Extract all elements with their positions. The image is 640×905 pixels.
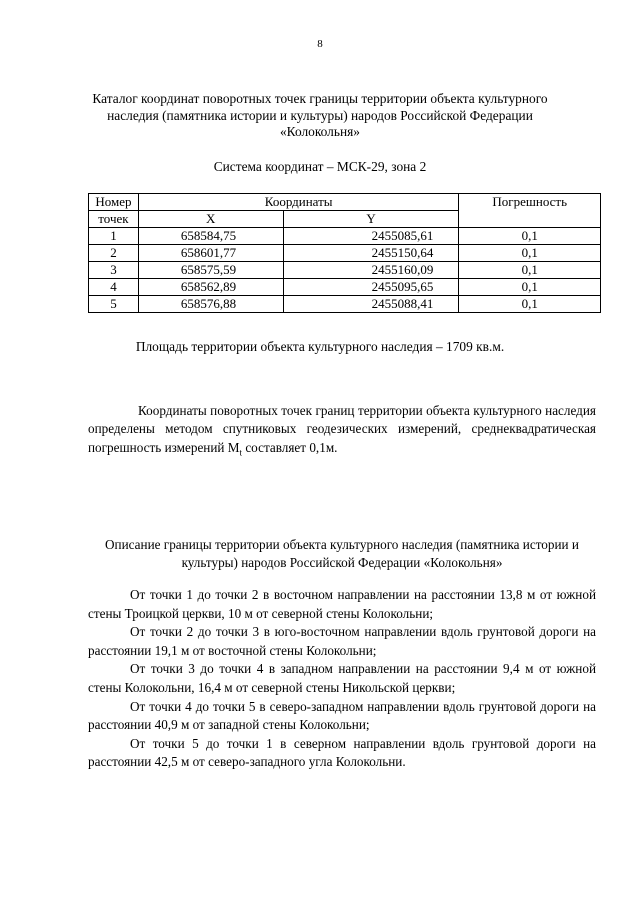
header-y: Y xyxy=(283,211,459,228)
method-paragraph xyxy=(88,402,596,462)
point-number: 4 xyxy=(89,279,139,296)
header-x: X xyxy=(138,211,283,228)
point-number: 2 xyxy=(89,245,139,262)
coord-y: 2455160,09 xyxy=(283,262,459,279)
coord-x: 658575,59 xyxy=(138,262,283,279)
error-value: 0,1 xyxy=(459,279,601,296)
header-coordinates: Координаты xyxy=(138,194,459,211)
table-row xyxy=(89,279,601,296)
description-paragraph: От точки 3 до точки 4 в западном направлении на расстоянии 9,4 м от южной стены Колокольни, 16,4 м от северной стены Никольской церкви; xyxy=(88,661,596,695)
coordinate-system: Система координат – МСК-29, зона 2 xyxy=(213,159,427,174)
header-error: Погрешность xyxy=(459,194,601,228)
description-paragraph: От точки 1 до точки 2 в восточном направлении на расстоянии 13,8 м от южной стены Троицкой церкви, 10 м от северной стены Колокольни; xyxy=(88,587,596,621)
method-text: Координаты поворотных точек границ территории объекта культурного наследия определены методом спутниковых геодезических измерений, среднеквадратическая погрешность измерений M xyxy=(88,403,596,455)
coord-x: 658576,88 xyxy=(138,296,283,313)
error-value: 0,1 xyxy=(459,245,601,262)
description-title: Описание границы территории объекта культурного наследия (памятника истории и культуры) народов Российской Федерации «Колокольня» xyxy=(105,537,579,570)
point-number: 3 xyxy=(89,262,139,279)
coord-y: 2455088,41 xyxy=(283,296,459,313)
description-paragraph: От точки 4 до точки 5 в северо-западном направлении вдоль грунтовой дороги на расстоянии 40,9 м от западной стены Колокольни; xyxy=(88,698,596,733)
coord-y: 2455095,65 xyxy=(283,279,459,296)
error-value: 0,1 xyxy=(459,228,601,245)
method-subscript: t xyxy=(239,447,243,458)
coord-y: 2455085,61 xyxy=(283,228,459,245)
table-row xyxy=(89,262,601,279)
coord-x: 658562,89 xyxy=(138,279,283,296)
page-number: 8 xyxy=(317,38,323,50)
description-paragraph: От точки 5 до точки 1 в северном направлении вдоль грунтовой дороги на расстоянии 42,5 м от северо-западного угла Колокольни. xyxy=(88,735,596,770)
catalog-title: Каталог координат поворотных точек границы территории объекта культурного наследия (памятника истории и культуры) народов Российской Федерации «Колокольня» xyxy=(92,91,548,139)
coord-x: 658601,77 xyxy=(138,245,283,262)
method-text-end: составляет 0,1м. xyxy=(242,439,338,455)
coord-y: 2455150,64 xyxy=(283,245,459,262)
table-row xyxy=(89,245,601,262)
header-number-line1: Номер xyxy=(89,194,139,211)
coord-x: 658584,75 xyxy=(138,228,283,245)
coordinates-table xyxy=(88,193,601,313)
area-text: Площадь территории объекта культурного наследия – 1709 кв.м. xyxy=(135,339,505,354)
table-row xyxy=(89,296,601,313)
header-number-line2: точек xyxy=(89,211,139,228)
point-number: 1 xyxy=(89,228,139,245)
point-number: 5 xyxy=(89,296,139,313)
error-value: 0,1 xyxy=(459,262,601,279)
error-value: 0,1 xyxy=(459,296,601,313)
description-body xyxy=(88,586,596,772)
table-row xyxy=(89,228,601,245)
description-paragraph: От точки 2 до точки 3 в юго-восточном направлении вдоль грунтовой дороги на расстоянии 19,1 м от восточной стены Колокольни; xyxy=(88,624,596,658)
